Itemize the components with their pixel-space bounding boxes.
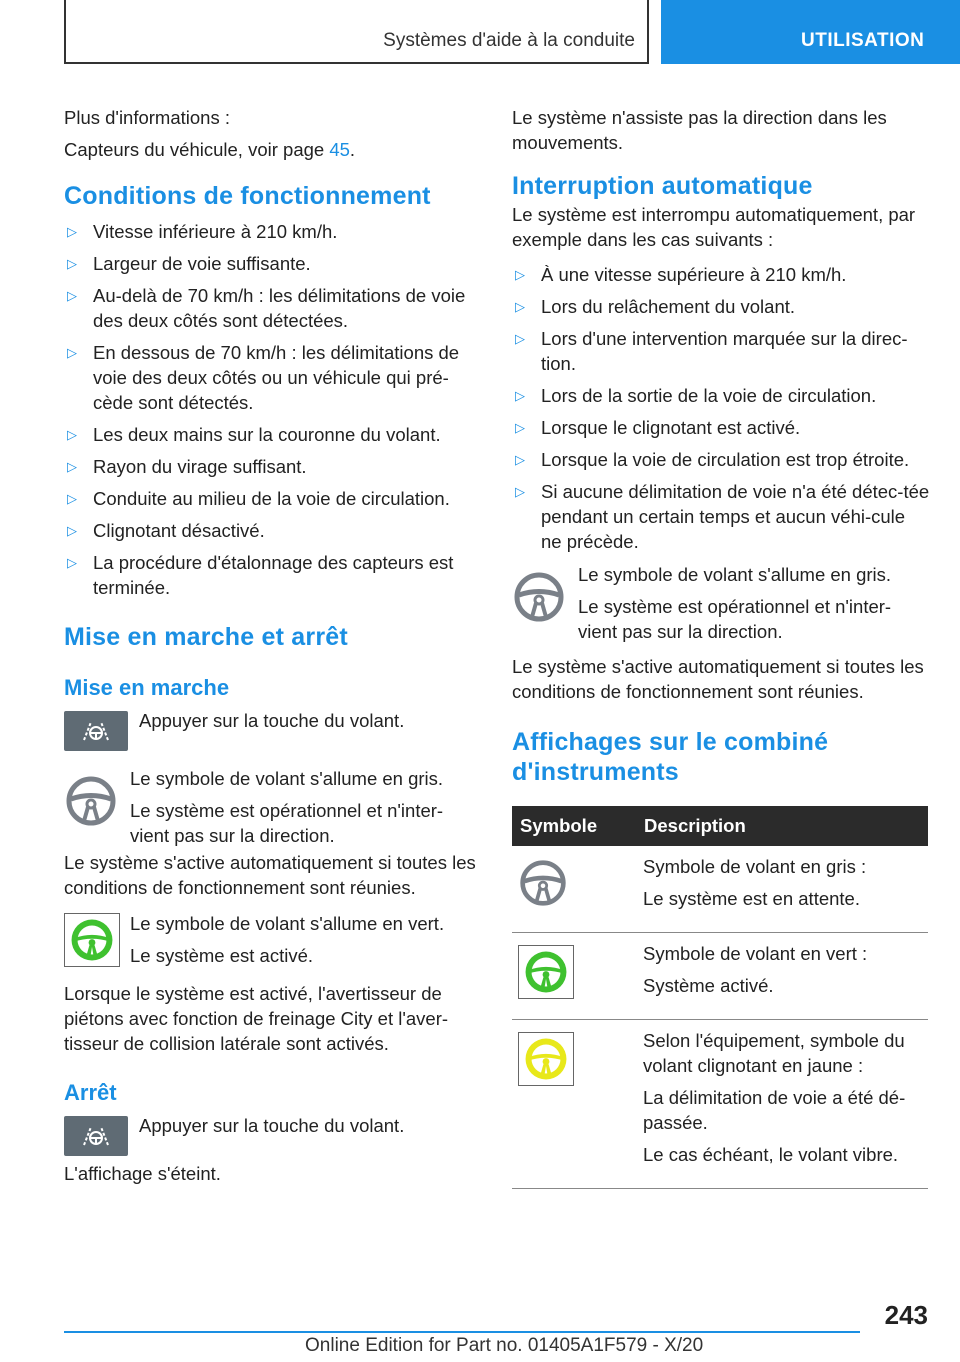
list-item: ▷ Lorsque la voie de circulation est trop étroite. <box>515 449 910 470</box>
list-item: ▷ Largeur de voie suffisante. <box>67 253 311 274</box>
grey-symbol-row <box>512 562 930 654</box>
triangle-bullet-icon: ▷ <box>67 345 77 360</box>
table-row: Symbole de volant en gris : Le système est en attente. <box>512 846 928 933</box>
onoff-heading: Mise en marche et arrêt <box>64 623 348 651</box>
triangle-bullet-icon: ▷ <box>515 299 525 314</box>
triangle-bullet-icon: ▷ <box>67 427 77 442</box>
left-column <box>64 100 482 1186</box>
no-assist-text: Le système n'assiste pas la direction dans les mouvements. <box>512 107 887 153</box>
header-section-title: Systèmes d'aide à la conduite <box>383 30 635 51</box>
green-symbol-row <box>64 911 482 975</box>
triangle-bullet-icon: ▷ <box>515 452 525 467</box>
header-tag: UTILISATION <box>801 30 925 51</box>
list-item: ▷ Rayon du virage suffisant. <box>67 456 307 477</box>
triangle-bullet-icon: ▷ <box>67 491 77 506</box>
steering-assist-button-icon <box>64 711 128 751</box>
triangle-bullet-icon: ▷ <box>515 331 525 346</box>
list-item: ▷ Les deux mains sur la couronne du volant. <box>67 424 441 445</box>
list-item: ▷ À une vitesse supérieure à 210 km/h. <box>515 264 847 285</box>
steering-wheel-grey-icon <box>64 774 118 833</box>
green-symbol-text: Le symbole de volant s'allume en vert. <box>130 913 445 934</box>
list-item: ▷ Au-delà de 70 km/h : les délimitations de voie des deux côtés sont détectées. <box>67 285 466 331</box>
triangle-bullet-icon: ▷ <box>67 523 77 538</box>
list-item: ▷ La procédure d'étalonnage des capteurs est terminée. <box>67 552 454 598</box>
column-header-symbol: Symbole <box>512 806 636 846</box>
off-press-row <box>64 1113 482 1165</box>
on-press-row <box>64 708 482 760</box>
list-item: ▷ Lors d'une intervention marquée sur la direc-tion. <box>515 328 908 374</box>
triangle-bullet-icon: ▷ <box>515 420 525 435</box>
list-item: ▷ Lors de la sortie de la voie de circulation. <box>515 385 877 406</box>
grey-symbol-text: Le symbole de volant s'allume en gris. <box>130 768 444 789</box>
list-item: ▷ Conduite au milieu de la voie de circulation. <box>67 488 450 509</box>
triangle-bullet-icon: ▷ <box>67 256 77 271</box>
table-row: Symbole de volant en vert : Système activé. <box>512 933 928 1020</box>
symbols-table <box>512 806 928 1189</box>
grey-ready-text: Le système est opérationnel et n'inter-vient pas sur la direction. <box>578 596 892 642</box>
steering-wheel-green-icon <box>64 913 120 967</box>
interrupt-list <box>512 262 930 554</box>
steering-wheel-grey-icon <box>512 570 566 629</box>
header-section-box <box>64 0 649 64</box>
grey-symbol-row <box>64 766 482 850</box>
sensors-reference: Capteurs du véhicule, voir page 45. <box>64 139 356 160</box>
auto-active-text: Le système s'active automatiquement si toutes les conditions de fonctionnement sont réunies. <box>64 852 476 898</box>
off-display-text: L'affichage s'éteint. <box>64 1163 221 1184</box>
footer-divider <box>64 1331 860 1333</box>
steering-wheel-green-icon <box>518 945 574 999</box>
page-number: 243 <box>884 1300 928 1330</box>
conditions-heading: Conditions de fonctionnement <box>64 182 431 210</box>
green-active-text: Le système est activé. <box>130 945 314 966</box>
right-column <box>512 100 930 1189</box>
footer-edition: Online Edition for Part no. 01405A1F579 - X/20 <box>305 1335 704 1356</box>
triangle-bullet-icon: ▷ <box>67 288 77 303</box>
off-press-text: Appuyer sur la touche du volant. <box>139 1115 405 1136</box>
on-press-text: Appuyer sur la touche du volant. <box>139 710 405 731</box>
table-header-row <box>512 806 928 846</box>
steering-wheel-grey-icon <box>518 858 568 908</box>
list-item: ▷ Lorsque le clignotant est activé. <box>515 417 801 438</box>
page-link-45[interactable]: 45 <box>329 139 350 160</box>
display-heading: Affichages sur le combiné d'instruments <box>512 728 829 786</box>
pedestrian-note: Lorsque le système est activé, l'avertisseur de piétons avec fonction de freinage City et l'aver-tisseur de collision latérale sont activés. <box>64 983 449 1054</box>
triangle-bullet-icon: ▷ <box>67 555 77 570</box>
auto-active-text: Le système s'active automatiquement si toutes les conditions de fonctionnement sont réunies. <box>512 656 924 702</box>
list-item: ▷ Clignotant désactivé. <box>67 520 265 541</box>
grey-ready-text: Le système est opérationnel et n'inter-vient pas sur la direction. <box>130 800 444 846</box>
steering-wheel-yellow-icon <box>518 1032 574 1086</box>
grey-symbol-text: Le symbole de volant s'allume en gris. <box>578 564 892 585</box>
list-item: ▷ En dessous de 70 km/h : les délimitations de voie des deux côtés ou un véhicule qui pré-cède sont détectés. <box>67 342 460 413</box>
triangle-bullet-icon: ▷ <box>515 267 525 282</box>
conditions-list <box>64 219 482 600</box>
list-item: ▷ Si aucune délimitation de voie n'a été détec-tée pendant un certain temps et aucun véhi-cule ne précède. <box>515 481 930 552</box>
interrupt-heading: Interruption automatique <box>512 172 813 200</box>
list-item: ▷ Lors du relâchement du volant. <box>515 296 796 317</box>
triangle-bullet-icon: ▷ <box>515 388 525 403</box>
interrupt-intro: Le système est interrompu automatiquement, par exemple dans les cas suivants : <box>512 204 916 250</box>
triangle-bullet-icon: ▷ <box>67 224 77 239</box>
header-tag-box <box>661 0 960 64</box>
column-header-description: Description <box>636 806 928 846</box>
list-item: ▷ Vitesse inférieure à 210 km/h. <box>67 221 338 242</box>
table-row: Selon l'équipement, symbole du volant clignotant en jaune : La délimitation de voie a été dé-passée. Le cas échéant, le volant vibre. <box>512 1020 928 1189</box>
steering-assist-button-icon <box>64 1116 128 1156</box>
off-subheading: Arrêt <box>64 1080 117 1105</box>
triangle-bullet-icon: ▷ <box>67 459 77 474</box>
more-info-label: Plus d'informations : <box>64 107 230 128</box>
triangle-bullet-icon: ▷ <box>515 484 525 499</box>
on-subheading: Mise en marche <box>64 675 230 700</box>
